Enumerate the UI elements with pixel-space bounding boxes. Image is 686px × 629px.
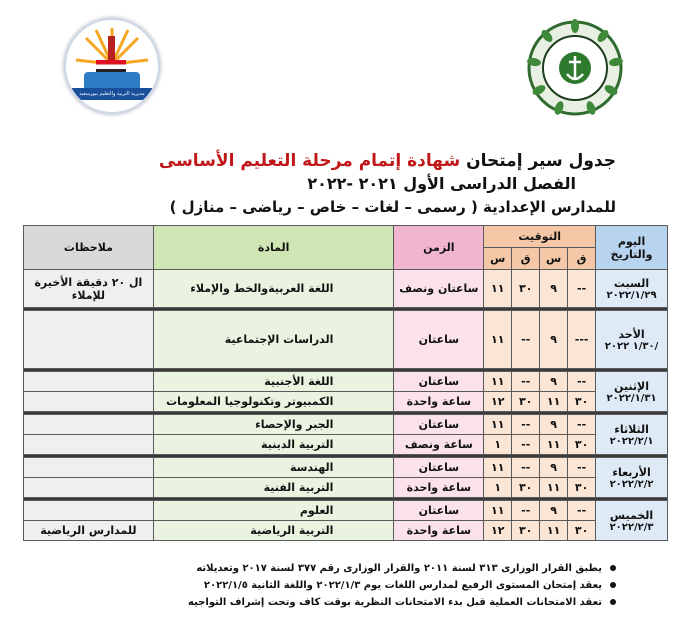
subject-cell: الكمبيوتر وتكنولوجيا المعلومات	[153, 392, 394, 412]
day-cell	[596, 372, 668, 412]
from-minute-cell: ٣٠	[568, 392, 596, 412]
table-row	[24, 392, 668, 412]
from-hour-cell: ١١	[540, 392, 568, 412]
day-cell	[596, 415, 668, 455]
to-minute-cell: --	[512, 311, 540, 369]
to-minute-cell: --	[512, 501, 540, 521]
from-minute-cell: ٣٠	[568, 478, 596, 498]
duration-cell: ساعة واحدة	[394, 478, 484, 498]
to-minute-cell: ٣٠	[512, 521, 540, 541]
to-minute-cell: --	[512, 458, 540, 478]
from-hour-cell: ٩	[540, 458, 568, 478]
header-notes: ملاحظات	[24, 226, 154, 270]
from-minute-cell: --	[568, 415, 596, 435]
from-hour-cell: ٩	[540, 415, 568, 435]
duration-cell: ساعة واحدة	[394, 392, 484, 412]
table-row	[24, 372, 668, 392]
subject-cell: الدراسات الإجتماعية	[153, 311, 394, 369]
schools-line: للمدارس الإعدادية ( رسمى – لغات – خاص – رياضى – منازل )	[169, 198, 616, 216]
to-hour-cell: ١	[484, 435, 512, 455]
duration-cell: ساعتان	[394, 501, 484, 521]
from-minute-cell: --	[568, 372, 596, 392]
note-cell: للمدارس الرياضية	[24, 521, 154, 541]
note-cell	[24, 415, 154, 435]
logo-caption: مديرية التربية والتعليم ببورسعيد	[72, 88, 152, 100]
footnote-item: تعقد الامتحانات العملية قبل بدء الامتحانات النظرية بوقت كاف وتحت إشراف التواجيه	[96, 594, 616, 611]
day-date: ٢٠٢٢/٢/١	[609, 435, 654, 447]
duration-cell: ساعتان	[394, 458, 484, 478]
day-name: السبت	[613, 276, 650, 290]
duration-cell: ساعتان	[394, 415, 484, 435]
exam-title	[96, 150, 616, 172]
header-to-q: ق	[512, 248, 540, 270]
table-row	[24, 501, 668, 521]
from-minute-cell: ---	[568, 311, 596, 369]
exam-schedule-table	[23, 225, 668, 541]
day-cell	[596, 270, 668, 308]
day-name: الثلاثاء	[614, 422, 649, 436]
from-minute-cell: --	[568, 501, 596, 521]
to-minute-cell: --	[512, 415, 540, 435]
subject-cell: اللغة العربيةوالخط والإملاء	[153, 270, 394, 308]
to-minute-cell: ٣٠	[512, 392, 540, 412]
footnotes	[96, 560, 616, 611]
from-hour-cell: ٩	[540, 372, 568, 392]
header-subject: المادة	[153, 226, 394, 270]
term-line: الفصل الدراسى الأول ٢٠٢١ -٢٠٢٢	[307, 174, 576, 193]
from-minute-cell: --	[568, 458, 596, 478]
note-cell	[24, 435, 154, 455]
duration-cell: ساعتان	[394, 372, 484, 392]
note-cell	[24, 392, 154, 412]
day-date: ٢٠٢٢/٢/٣	[609, 521, 654, 533]
to-minute-cell: --	[512, 435, 540, 455]
subject-cell: العلوم	[153, 501, 394, 521]
to-hour-cell: ١١	[484, 458, 512, 478]
day-cell	[596, 501, 668, 541]
title-block	[96, 150, 616, 218]
title-highlight: شهادة إتمام مرحلة التعليم الأساسى	[158, 151, 461, 171]
governorate-seal-icon	[525, 18, 625, 118]
duration-cell: ساعة واحدة	[394, 521, 484, 541]
to-hour-cell: ١١	[484, 415, 512, 435]
from-hour-cell: ١١	[540, 478, 568, 498]
from-minute-cell: --	[568, 270, 596, 308]
table-row	[24, 435, 668, 455]
to-hour-cell: ١٢	[484, 521, 512, 541]
duration-cell: ساعتان	[394, 311, 484, 369]
table-row	[24, 415, 668, 435]
header-timing: التوقيت	[484, 226, 596, 248]
header-day: اليوم والتاريخ	[596, 226, 668, 270]
footnote-item: يعقد إمتحان المستوى الرفيع لمدارس اللغات يوم ٢٠٢٢/١/٣ واللغة الثانية ٢٠٢٢/١/٥	[96, 577, 616, 594]
note-cell	[24, 372, 154, 392]
header-from-s: س	[540, 248, 568, 270]
note-cell	[24, 501, 154, 521]
from-hour-cell: ١١	[540, 521, 568, 541]
duration-cell: ساعة ونصف	[394, 435, 484, 455]
day-name: الإثنين	[614, 379, 650, 393]
subject-cell: اللغة الأجنبية	[153, 372, 394, 392]
to-hour-cell: ١١	[484, 372, 512, 392]
day-date: ٢٠٢٢/٢/٢	[609, 478, 654, 490]
duration-cell: ساعتان ونصف	[394, 270, 484, 308]
day-date: /١/٣٠ ٢٠٢٢	[604, 340, 659, 352]
to-hour-cell: ١١	[484, 501, 512, 521]
table-row	[24, 521, 668, 541]
day-name: الخميس	[609, 508, 654, 522]
day-name: الأربعاء	[612, 465, 651, 479]
note-cell	[24, 311, 154, 369]
note-cell	[24, 478, 154, 498]
to-minute-cell: ٣٠	[512, 270, 540, 308]
day-cell	[596, 458, 668, 498]
day-date: ٢٠٢٢/١/٢٩	[606, 289, 657, 301]
from-minute-cell: ٣٠	[568, 521, 596, 541]
from-minute-cell: ٣٠	[568, 435, 596, 455]
table-row	[24, 458, 668, 478]
note-cell	[24, 458, 154, 478]
header-to-s: س	[484, 248, 512, 270]
table-row	[24, 311, 668, 369]
to-hour-cell: ١١	[484, 270, 512, 308]
from-hour-cell: ٩	[540, 501, 568, 521]
from-hour-cell: ١١	[540, 435, 568, 455]
subject-cell: التربية الفنية	[153, 478, 394, 498]
directorate-logo	[64, 18, 160, 114]
schedule-body	[24, 270, 668, 541]
subject-cell: الهندسة	[153, 458, 394, 478]
to-hour-cell: ١٢	[484, 392, 512, 412]
to-minute-cell: ٣٠	[512, 478, 540, 498]
to-hour-cell: ١	[484, 478, 512, 498]
day-name: الأحد	[618, 327, 645, 341]
from-hour-cell: ٩	[540, 311, 568, 369]
subject-cell: الجبر والإحصاء	[153, 415, 394, 435]
subject-cell: التربية الدينية	[153, 435, 394, 455]
from-hour-cell: ٩	[540, 270, 568, 308]
day-cell	[596, 311, 668, 369]
to-minute-cell: --	[512, 372, 540, 392]
footnote-item: يطبق القرار الوزارى ٣١٣ لسنة ٢٠١١ والقرار الوزارى رقم ٣٧٧ لسنة ٢٠١٧ وتعديلاته	[96, 560, 616, 577]
header-from-q: ق	[568, 248, 596, 270]
subject-cell: التربية الرياضية	[153, 521, 394, 541]
table-row	[24, 478, 668, 498]
title-prefix: جدول سير إمتحان	[466, 151, 616, 171]
header-duration: الزمن	[394, 226, 484, 270]
note-cell: ال ٢٠ دقيقة الأخيرة للإملاء	[24, 270, 154, 308]
to-hour-cell: ١١	[484, 311, 512, 369]
table-row	[24, 270, 668, 308]
day-date: ٢٠٢٢/١/٣١	[606, 392, 657, 404]
